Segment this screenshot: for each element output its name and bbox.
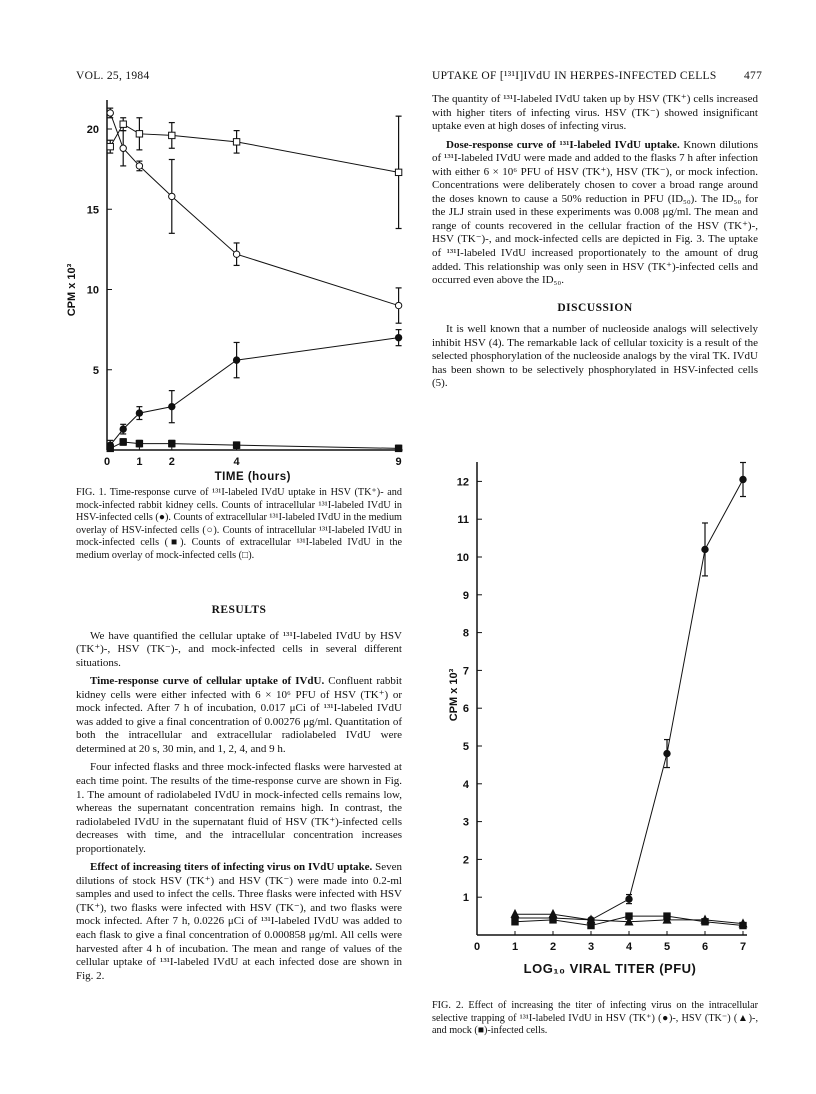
fig2-y-tick-label: 7: [462, 665, 469, 678]
figure-1-caption: FIG. 1. Time-response curve of ¹³¹I-labeled IVdU uptake in HSV (TK⁺)- and mock-infected rabbit kidney cells. Counts of intracellular ¹³¹I-labeled IVdU in HSV-infected cells (●). Counts of extracellular ¹³¹I-labeled IVdU in the medium overlay of HSV-infected cells (○). Counts of intracellular ¹³¹I-labeled IVdU in mock-infected cells (■). Counts of extracellular ¹³¹I-labeled IVdU in the medium overlay of mock-infected cells (□).: [76, 487, 402, 561]
fig2-x-tick-label: 0: [473, 941, 481, 953]
fig1-data-point: [233, 139, 239, 145]
figure-2-caption: FIG. 2. Effect of increasing the titer of infecting virus on the intracellular selective trapping of ¹³¹I-labeled IVdU in HSV (TK⁺) (●)-, HSV (TK⁻) (▲)-, and mock (■)-infected cells.: [432, 1000, 758, 1037]
fig1-data-point: [120, 145, 126, 151]
fig2-y-tick-label: 9: [462, 589, 469, 602]
fig1-data-point: [169, 132, 175, 138]
fig2-y-tick-label: 8: [462, 627, 469, 640]
fig1-y-tick-label: 20: [86, 124, 99, 136]
fig2-data-point: [550, 917, 556, 923]
fig1-x-tick-label: 4: [233, 456, 240, 468]
fig2-data-point: [663, 916, 670, 923]
run-in-heading: Dose-response curve of ¹³¹I-labeled IVdU uptake.: [446, 138, 680, 151]
fig2-data-point: [702, 546, 708, 552]
fig2-data-point: [550, 915, 556, 921]
fig2-y-tick-label: 11: [457, 514, 469, 527]
fig1-data-point: [120, 439, 126, 445]
running-header-volume: VOL. 25, 1984: [76, 70, 150, 82]
fig2-data-point: [701, 916, 708, 923]
fig2-data-point: [512, 919, 518, 925]
fig2-series-line: [515, 916, 743, 925]
fig1-data-point: [136, 163, 142, 169]
fig2-y-tick-label: 6: [462, 703, 469, 716]
discussion-paragraph: It is well known that a number of nucleoside analogs will selectively inhibit HSV (4). The remarkable lack of cellular toxicity is a result of the selected phosphorylation of the nucleoside analogs by the viral TK. IVdU has been shown to be selectively phosphorylated in HSV-infected cells (5).: [432, 323, 758, 390]
paragraph-text: Seven dilutions of stock HSV (TK⁺) and HSV (TK⁻) were made into 0.2-ml samples and used to infect the cells. Three flasks were infected with HSV (TK⁺), two flasks were infected with HSV (TK⁻), and two flasks were mock infected. After 7 h, 0.0226 μCi of ¹³¹I-labeled IVdU was added to each flask to give a final concentration of 0.000858 μg/ml. All cells were harvested after 4 h of incubation. The mean and range of values of the cellular uptake of ¹³¹I-labeled IVdU at each infected dose are shown in Fig. 2.: [76, 861, 402, 982]
results-heading: RESULTS: [211, 604, 267, 616]
fig2-data-point: [740, 922, 746, 928]
fig2-y-tick-label: 5: [462, 741, 469, 753]
fig1-series-line: [110, 113, 398, 306]
fig2-x-axis-label: LOG₁₀ VIRAL TITER (PFU): [523, 961, 697, 976]
right-paragraph-1: The quantity of ¹³¹I-labeled IVdU taken up by HSV (TK⁺) cells increased with higher titers of infecting virus. HSV (TK⁻) showed insignificant uptake even at high doses of infecting virus.: [432, 93, 758, 133]
fig2-data-point: [511, 910, 518, 917]
fig1-y-tick-label: 10: [86, 284, 99, 297]
fig2-data-point: [740, 476, 746, 482]
fig1-data-point: [107, 442, 113, 448]
fig1-x-tick-label: 9: [395, 456, 402, 468]
fig2-x-tick-label: 4: [625, 941, 633, 953]
fig1-data-point: [395, 334, 401, 340]
fig2-x-tick-label: 3: [587, 941, 595, 953]
right-paragraph-2: [432, 139, 758, 288]
discussion-heading: DISCUSSION: [557, 301, 633, 314]
fig1-data-point: [107, 445, 113, 451]
fig2-x-tick-label: 2: [549, 941, 557, 953]
fig1-x-tick-label: 0: [103, 456, 111, 468]
fig1-data-point: [233, 251, 239, 257]
fig1-series-line: [110, 338, 398, 446]
fig1-data-point: [169, 193, 175, 199]
fig2-y-axis-label: CPM x 10³: [448, 668, 460, 722]
fig2-series-line: [515, 480, 743, 920]
results-paragraph-2: [76, 675, 402, 756]
fig2-x-tick-label: 1: [511, 941, 519, 953]
fig1-data-point: [136, 131, 142, 137]
fig1-data-point: [120, 426, 126, 432]
running-header-title: UPTAKE OF [¹³¹I]IVdU IN HERPES-INFECTED CELLS: [432, 70, 717, 82]
fig2-y-tick-label: 3: [462, 816, 469, 829]
fig2-y-tick-label: 2: [462, 854, 469, 867]
fig1-data-point: [395, 302, 401, 308]
fig2-data-point: [587, 916, 594, 923]
fig1-data-point: [136, 410, 142, 416]
run-in-heading: Time-response curve of cellular uptake of IVdU.: [90, 675, 325, 688]
results-paragraph-3: Four infected flasks and three mock-infected flasks were harvested at each time point. The results of the time-response curve are shown in Fig. 1. The amount of radiolabeled IVdU in mock-infected cells remains low, whereas the supernatant concentration remains high. In contrast, the radiolabeled IVdU in the supernatant fluid of HSV (TK⁺)-infected cells decreases with time, and the intracellular concentration increases proportionately.: [76, 761, 402, 855]
fig1-x-tick-label: 2: [168, 456, 175, 468]
fig1-x-axis-label: TIME (hours): [214, 471, 291, 483]
fig2-data-point: [626, 896, 632, 902]
fig2-y-tick-label: 12: [456, 476, 469, 489]
fig1-series-line: [110, 124, 398, 172]
fig1-x-tick-label: 1: [136, 456, 143, 468]
fig1-data-point: [169, 440, 175, 446]
fig1-data-point: [136, 440, 142, 446]
fig2-data-point: [626, 913, 632, 919]
fig1-y-tick-label: 5: [92, 364, 99, 377]
fig2-data-point: [549, 910, 556, 917]
fig2-x-tick-label: 5: [663, 941, 671, 953]
fig1-y-axis-label: CPM x 10³: [66, 263, 78, 317]
paragraph-text: Confluent rabbit kidney cells were either infected with 6 × 10⁶ PFU of HSV (TK⁺) or mock infected. After 7 h of incubation, 0.017 μCi of ¹³¹I-labeled IVdU was added to give a final concentration of 0.00276 μg/ml. Quantitation of both the intracellular and extracellular radiolabeled IVdU were determined at 20 s, 30 min, and 1, 2, 4, and 9 h.: [76, 675, 402, 755]
fig1-data-point: [107, 143, 113, 149]
fig2-x-tick-label: 7: [739, 941, 747, 953]
fig2-data-point: [664, 750, 670, 756]
fig2-data-point: [588, 917, 594, 923]
results-paragraph-4: [76, 861, 402, 983]
fig1-y-tick-label: 15: [86, 204, 99, 217]
fig2-data-point: [588, 922, 594, 928]
fig1-data-point: [395, 169, 401, 175]
fig1-series-line: [110, 442, 398, 448]
fig2-data-point: [702, 919, 708, 925]
fig2-data-point: [739, 919, 746, 926]
fig1-data-point: [233, 442, 239, 448]
paragraph-text: Known dilutions of ¹³¹I-labeled IVdU were made and added to the flasks 7 h after infection with either 6 × 10⁶ PFU of HSV (TK⁺), HSV (TK⁻), or mock infection. Concentrations were deliberately chosen to cover a broad range around the doses known to cause a 50% reduction in PFU (ID₅₀). The ID₅₀ for the JLJ strain used in these experiments was 0.008 μg/ml. The mean and range of counts recovered in the cellular fraction of the HSV (TK⁺)-, HSV (TK⁻)-, and mock-infected cells are depicted in Fig. 3. The uptake of ¹³¹I-labeled IVdU increased proportionately to the amount of drug added. This relationship was only seen in HSV (TK⁺)-infected cells and occurred even above the ID₅₀.: [432, 138, 758, 287]
run-in-heading: Effect of increasing titers of infecting virus on IVdU uptake.: [90, 861, 373, 874]
fig2-y-tick-label: 10: [456, 552, 469, 564]
fig2-x-tick-label: 6: [701, 941, 709, 953]
fig1-data-point: [107, 110, 113, 116]
fig1-data-point: [120, 121, 126, 127]
fig1-data-point: [395, 445, 401, 451]
fig2-y-tick-label: 4: [462, 778, 469, 791]
fig2-data-point: [664, 913, 670, 919]
fig1-data-point: [169, 403, 175, 409]
fig2-data-point: [512, 915, 518, 921]
fig2-series-line: [515, 914, 743, 923]
results-paragraph-1: We have quantified the cellular uptake of ¹³¹I-labeled IVdU by HSV (TK⁺)-, HSV (TK⁻)-, and mock-infected cells in several different situations.: [76, 629, 402, 669]
fig2-data-point: [625, 918, 632, 925]
page-number: 477: [744, 70, 763, 82]
fig1-data-point: [233, 357, 239, 363]
fig2-y-tick-label: 1: [462, 892, 469, 905]
